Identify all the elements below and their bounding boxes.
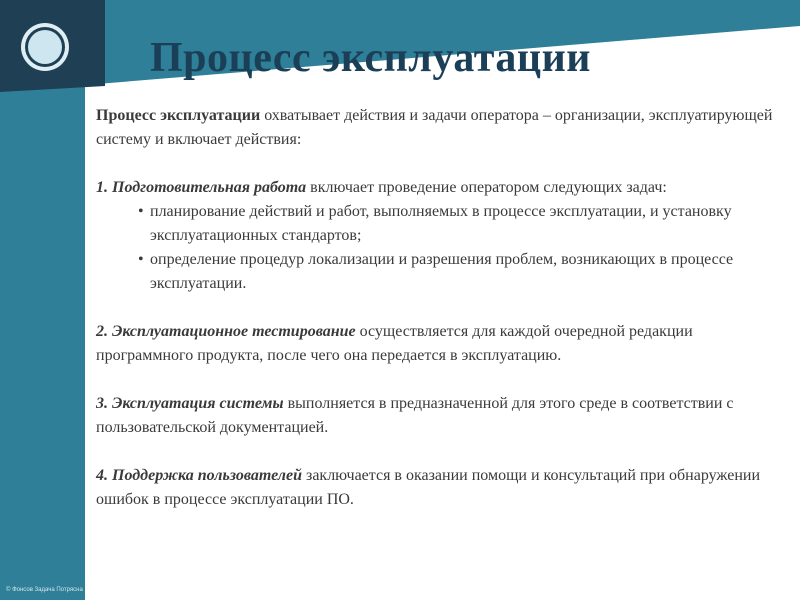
section-4-text: заключается в оказании помощи и консультаций при обнаружении ошибок в процессе эксплуатации ПО. [96, 467, 761, 508]
section-1-heading: 1. Подготовительная работа [96, 179, 307, 196]
section-2-text: осуществляется для каждой очередной редакции программного продукта, после чего она передается в эксплуатацию. [96, 323, 693, 364]
intro-paragraph [96, 104, 776, 152]
intro-text: охватывает действия и задачи оператора – организации, эксплуатирующей систему и включает действия: [96, 107, 773, 148]
section-3 [96, 392, 776, 440]
section-4-heading: 4. Поддержка пользователей [96, 467, 302, 484]
section-2 [96, 320, 776, 368]
slide-body [96, 104, 776, 536]
intro-lead: Процесс эксплуатации [96, 107, 261, 124]
bullet-item: • планирование действий и работ, выполняемых в процессе эксплуатации, и установку эксплуатационных стандартов; [138, 200, 776, 248]
section-2-heading: 2. Эксплуатационное тестирование [96, 323, 356, 340]
section-1-text: включает проведение оператором следующих задач: [306, 179, 667, 196]
copyright-footer: © Фонсов Задача Потрясна [6, 587, 83, 593]
section-1 [96, 176, 776, 296]
section-3-text: выполняется в предназначенной для этого среде в соответствии с пользовательской документацией. [96, 395, 734, 436]
bullet-item: • определение процедур локализации и разрешения проблем, возникающих в процессе эксплуатации. [138, 248, 776, 296]
circle-icon [20, 22, 70, 72]
section-1-bullets [96, 200, 776, 296]
section-4 [96, 464, 776, 512]
slide-title: Процесс эксплуатации [150, 35, 591, 81]
section-3-heading: 3. Эксплуатация системы [96, 395, 284, 412]
